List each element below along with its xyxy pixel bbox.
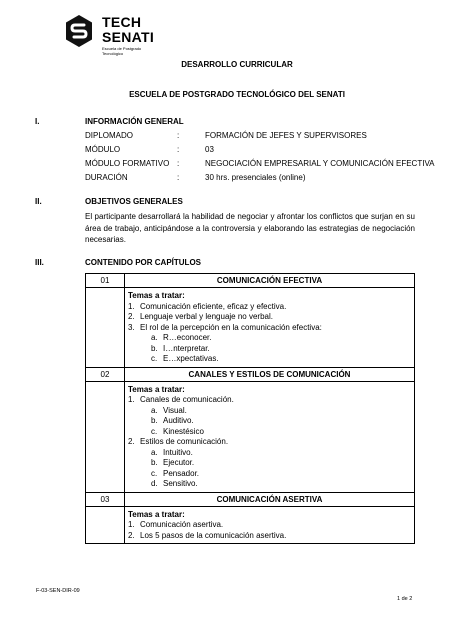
info-value: 03 (205, 145, 214, 154)
info-colon: : (177, 159, 180, 168)
list-item: 1. Comunicación eficiente, eficaz y efectiva. (128, 301, 287, 311)
info-label: MÓDULO FORMATIVO (85, 159, 170, 168)
list-item: 1. Comunicación asertiva. (128, 520, 224, 529)
chapter-content-row (86, 288, 415, 368)
info-colon: : (177, 131, 180, 140)
section-1-number: I. (35, 117, 40, 126)
info-label: DIPLOMADO (85, 131, 134, 140)
chapter-number: 03 (86, 492, 125, 506)
info-label: DURACIÓN (85, 173, 128, 182)
sub-list-item: c. Kinestésico (151, 426, 204, 436)
chapter-header-row (86, 492, 415, 506)
logo-text-tech: TECH (102, 14, 142, 30)
topics-label: Temas a tratar: (128, 384, 185, 394)
sub-list-item: a. Intuitivo. (151, 447, 193, 457)
sub-list-item: d. Sensitivo. (151, 479, 198, 488)
list-item: 2. Lenguaje verbal y lenguaje no verbal. (128, 312, 273, 321)
chapter-blank-cell (86, 288, 125, 368)
chapter-blank-cell (86, 506, 125, 544)
chapter-number: 01 (86, 274, 125, 288)
sub-list-item: b. Auditivo. (151, 416, 194, 425)
logo-subtitle: Escuela de Postgrado Tecnológico (102, 46, 142, 56)
section-1-title: INFORMACIÓN GENERAL (85, 117, 184, 126)
section-2-number: II. (35, 197, 42, 206)
section-3-number: III. (35, 258, 44, 267)
sub-list-item: c. E…xpectativas. (151, 354, 219, 363)
chapter-blank-cell (86, 381, 125, 492)
sub-list-item: b. I…nterpretar. (151, 343, 210, 353)
sub-list-item: a. R…econocer. (151, 333, 212, 342)
section-3-title: CONTENIDO POR CAPÍTULOS (85, 258, 202, 267)
topics-label: Temas a tratar: (128, 291, 185, 300)
list-item: 1. Canales de comunicación. (128, 395, 234, 404)
info-value: FORMACIÓN DE JEFES Y SUPERVISORES (205, 131, 367, 140)
info-colon: : (177, 145, 180, 154)
chapter-header-row (86, 274, 415, 288)
tech-senati-logo (64, 12, 184, 56)
sub-list-item: c. Pensador. (151, 468, 200, 478)
chapter-title: COMUNICACIÓN EFECTIVA (125, 274, 415, 288)
chapter-header-row (86, 367, 415, 381)
chapter-title: CANALES Y ESTILOS DE COMUNICACIÓN (125, 367, 415, 381)
senati-logo-icon (64, 14, 94, 48)
list-item: 2. Estilos de comunicación. (128, 437, 229, 446)
info-label: MÓDULO (85, 145, 121, 154)
chapter-title: COMUNICACIÓN ASERTIVA (125, 492, 415, 506)
info-value: 30 hrs. presenciales (online) (205, 173, 306, 182)
sub-list-item: b. Ejecutor. (151, 458, 195, 467)
document-subtitle: ESCUELA DE POSTGRADO TECNOLÓGICO DEL SENATI (129, 90, 345, 99)
list-item: 3. El rol de la percepción en la comunicación efectiva: (128, 322, 322, 332)
topics-label: Temas a tratar: (128, 509, 185, 519)
chapters-table (85, 273, 415, 544)
list-item: 2. Los 5 pasos de la comunicación asertiva. (128, 530, 287, 540)
chapter-content-row (86, 381, 415, 492)
chapter-content (125, 288, 415, 368)
chapter-content-row (86, 506, 415, 544)
sub-list-item: a. Visual. (151, 405, 187, 415)
objective-paragraph: El participante desarrollará la habilidad de negociar y afrontar los conflictos que surjan en su área de trabajo, anticipándose a la controversia y elaborando las estrategias de negociación necesarias. (85, 212, 415, 244)
info-value: NEGOCIACIÓN EMPRESARIAL Y COMUNICACIÓN EFECTIVA (205, 159, 435, 168)
form-code: F-03-SEN-DIR-09 (36, 588, 80, 594)
section-2-title: OBJETIVOS GENERALES (85, 197, 183, 206)
chapter-number: 02 (86, 367, 125, 381)
page-number: 1 de 2 (397, 596, 413, 602)
chapter-content (125, 506, 415, 544)
logo-text-senati: SENATI (102, 29, 155, 45)
document-title: DESARROLLO CURRICULAR (181, 60, 293, 69)
info-colon: : (177, 173, 180, 182)
chapter-content (125, 381, 415, 492)
